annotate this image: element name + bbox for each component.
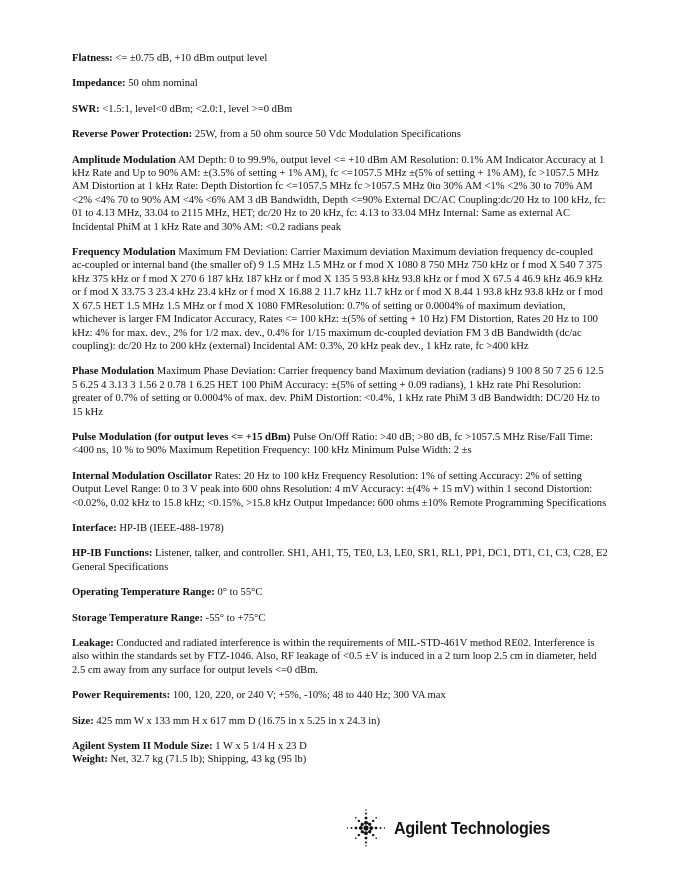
spec-label: Flatness: [72,53,113,64]
spec-value: Rates: 20 Hz to 100 kHz Frequency Resolution: 1% of setting Accuracy: 2% of setting Output Level Range: 0 to 3 V peak into 600 ohns Resolution: 4 mV Accuracy: ±(4% + 15 mV) within 1 second Distortion: <0.02%, 0.02 kHz to 15.8 kHz; <0.15%, >15.8 kHz Output Impedance: 600 ohms ±10% Remote Programming Specifications [72,470,607,509]
spec-module-size [72,740,608,753]
spec-label: Size: [72,715,94,727]
spec-label: SWR: [72,103,100,115]
agilent-spark-icon [344,808,388,848]
spec-label: Phase Modulation [72,366,155,378]
spec-leakage [72,637,608,677]
spec-reverse-power [72,128,608,141]
spec-value: 100, 120, 220, or 240 V; +5%, -10%; 48 to 440 Hz; 300 VA max [170,690,446,702]
spec-size [72,715,608,728]
spec-label: Internal Modulation Oscillator [72,470,213,482]
spec-value: Conducted and radiated interference is within the requirements of MIL-STD-461V method RE02. Interference is also within the standards set by FTZ-1046. Also, RF leakage of <0.5 ±V is induced in a 2 turn loop 2.5 cm in diameter, held 2.5 cm away from any surface for output levels <=0 dBm. [72,638,597,676]
spec-value: <= ±0.75 dB, +10 dBm output level [112,53,268,64]
spec-interface [72,522,608,535]
spec-hpib-functions [72,547,608,574]
spec-value: Listener, talker, and controller. SH1, AH1, T5, TE0, L3, LE0, SR1, RL1, PP1, DC1, DT1, C1, C3, C28, E2 General Specifications [72,548,608,573]
spec-pulse-modulation [72,431,608,458]
spec-value: -55° to +75°C [203,612,266,624]
spec-value: 0° to 55°C [214,587,263,599]
spec-impedance [72,77,608,90]
spec-label: Weight: [72,754,108,766]
spec-swr [72,103,608,116]
spec-value: 425 mm W x 133 mm H x 617 mm D (16.75 in x 5.25 in x 24.3 in) [93,715,381,727]
spec-label: Storage Temperature Range: [72,612,204,624]
spec-value: Maximum Phase Deviation: Carrier frequency band Maximum deviation (radians) 9 100 8 50 7 25 6 12.5 5 6.25 4 3.13 3 1.56 2 0.78 1 6.25 HET 100 PhiM Accuracy: ±(5% of setting + 0.09 radians), 1 kHz rate Phi Resolution: greater of 0.7% of setting or 0.0004% of max. dev. PhiM Distortion: <0.4%, 1 kHz rate PhiM 3 dB Bandwidth: DC/20 Hz to 15 kHz [72,366,604,418]
spec-value: 1 W x 5 1/4 H x 23 D [212,741,307,753]
logo-wordmark: Agilent Technologies [394,817,551,838]
spec-label: Agilent System II Module Size: [72,741,213,753]
spec-value: HP-IB (IEEE-488-1978) [116,522,224,534]
spec-label: Impedance: [72,78,126,90]
spec-value: 25W, from a 50 ohm source 50 Vdc Modulation Specifications [192,129,461,141]
spec-label: Reverse Power Protection: [72,129,193,141]
spec-label: Operating Temperature Range: [72,587,215,599]
spec-document [72,52,608,779]
spec-storage-temperature [72,612,608,625]
spec-label: Frequency Modulation [72,247,176,259]
spec-label: Amplitude Modulation [72,154,176,166]
spec-value: <1.5:1, level<0 dBm; <2.0:1, level >=0 dBm [99,103,293,115]
spec-internal-oscillator [72,470,608,510]
spec-amplitude-modulation [72,154,608,234]
spec-value: AM Depth: 0 to 99.9%, output level <= +10 dBm AM Resolution: 0.1% AM Indicator Accuracy at 1 kHz Rate and Up to 90% AM: ±(3.5% of setting + 1% AM), fc <=1057.5 MHz ±(5% of setting + 1% AM), fc >1057.5 MHz AM Distortion at 1 kHz Rate: Depth Distortion fc <=1057.5 MHz fc >1057.5 MHz 0to 30% AM <1% <2% 30 to 70% AM <2% <4% 70 to 90% AM <4% <6% AM 3 dB Bandwidth, Depth <=90% External DC/AC Coupling:dc/20 Hz to 100 kHz, fc: 01 to 4.13 MHz, 33.04 to 2115 MHz, HET; dc/20 Hz to 20 kHz, fc: 4.13 to 33.04 MHz Internal: Same as external AC Incidental PhiM at 1 kHz Rate and 30% AM: <0.2 radians peak [72,154,606,233]
spec-weight [72,753,608,766]
spec-flatness [72,52,608,65]
spec-label: HP-IB Functions: [72,548,153,560]
spec-power-requirements [72,689,608,702]
spec-value: Net, 32.7 kg (71.5 lb); Shipping, 43 kg (95 lb) [107,754,307,766]
spec-value: Pulse On/Off Ratio: >40 dB; >80 dB, fc >1057.5 MHz Rise/Fall Time: <400 ns, 10 % to 90% Maximum Repetition Frequency: 100 kHz Minimum Pulse Width: 2 ±s [72,431,593,457]
spec-label: Leakage: [72,638,114,649]
spec-frequency-modulation [72,246,608,353]
spec-label: Pulse Modulation (for output leves <= +15 dBm) [72,431,291,443]
spec-value: 50 ohm nominal [125,78,198,90]
spec-operating-temperature [72,586,608,599]
spec-phase-modulation [72,365,608,419]
agilent-logo [344,808,584,848]
spec-label: Interface: [72,522,117,534]
spec-value: Maximum FM Deviation: Carrier Maximum deviation Maximum deviation frequency dc-coupled ac-coupled or internal band (the smaller of) 9 1.5 MHz 1.5 MHz or f mod X 1080 8 750 MHz 750 kHz or f mod X 540 7 375 kHz 375 kHz or f mod X 270 6 187 kHz 187 kHz or f mod X 135 5 93.8 kHz 93.8 kHz or f mod X 67.5 4 46.9 kHz 46.9 kHz or f mod X 33.75 3 23.4 kHz 23.4 kHz or f mod X 16.88 2 11.7 kHz 11.7 kHz or f mod X 8.44 1 93.8 kHz 93.8 kHz or f mod X 67.5 HET 1.5 MHz 1.5 MHz or f mod X 1080 FMResolution: 0.7% of setting or 0.0004% of maximum deviation, whichever is larger FM Indicator Accuracy, Rates <= 100 kHz: ±(5% of setting + 10 Hz) FM Distortion, Rates 20 Hz to 100 kHz: 4% for max. dev., 2% for 1/2 max. dev., 0.4% for 1/15 maximum dc-coupled deviation FM 3 dB Bandwidth (dc/ac coupling): dc/20 Hz to 200 kHz (external) Incidental AM: 0.3%, 20 kHz peak dev., 1 kHz rate, fc >400 kHz [72,247,603,352]
spec-label: Power Requirements: [72,690,171,702]
